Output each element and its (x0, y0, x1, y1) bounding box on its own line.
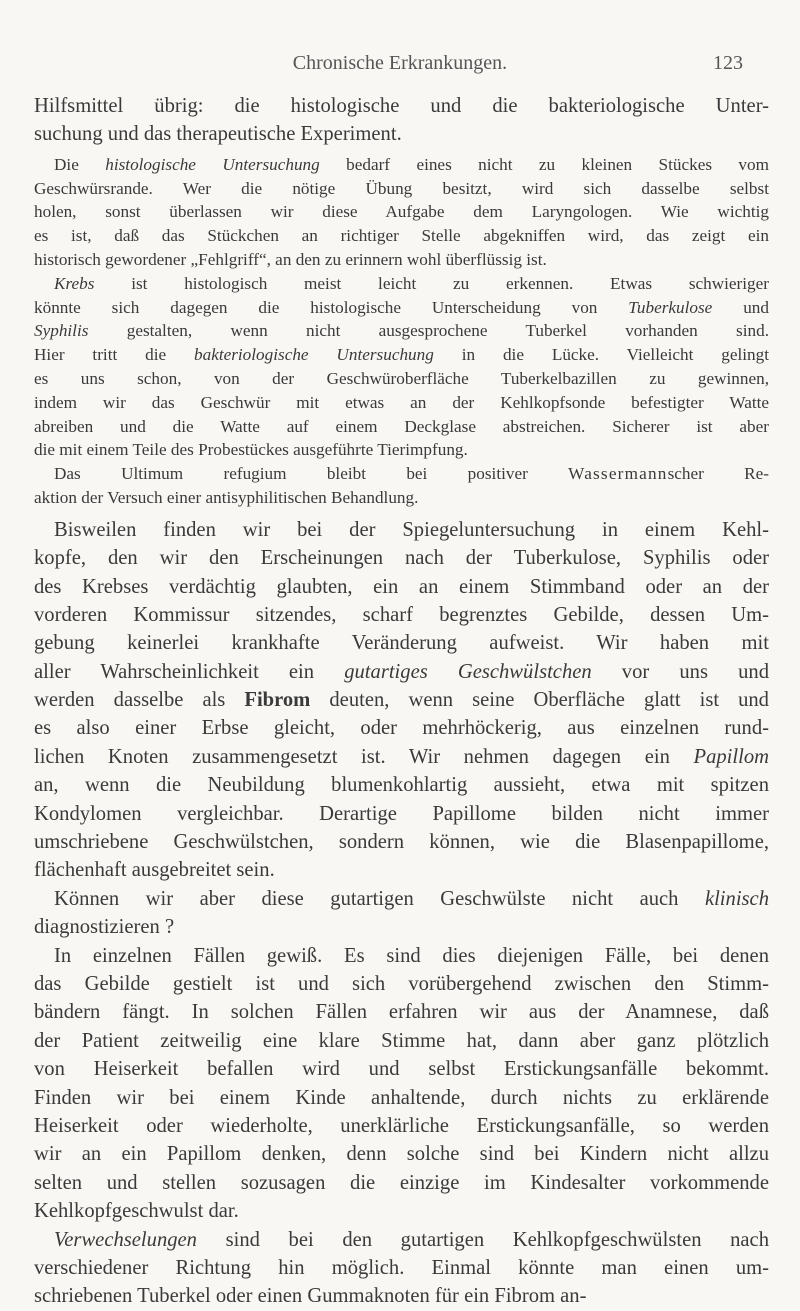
text-line (34, 343, 769, 367)
paragraph-block-1 (34, 92, 769, 149)
text-line: Kehlkopfgeschwulst dar. (34, 1200, 239, 1223)
text-run: vor uns und (591, 660, 770, 683)
text-run: scher Re- (667, 464, 769, 484)
italic-term: Syphilis (34, 321, 89, 341)
text-run: gestalten, wenn nicht ausgesprochene Tuberkel vorhanden sind. (88, 321, 769, 341)
text-run: Können wir aber diese gutartigen Geschwülste nicht auch (54, 887, 705, 910)
text-line: selten und stellen sozusagen die einzige im Kindesalter vorkommende (34, 1171, 769, 1194)
text-run: ist histologisch meist leicht zu erkennen. Etwas schwieriger (94, 273, 769, 293)
text-line: der Patient zeitweilig eine klare Stimme hat, dann aber ganz plötzlich (34, 1029, 769, 1052)
page-body (34, 92, 769, 1311)
text-line: Kondylomen vergleichbar. Derartige Papillome bilden nicht immer (34, 802, 769, 825)
text-line: Geschwürsrande. Wer die nötige Übung besitzt, wird sich dasselbe selbst (34, 178, 769, 198)
text-run: deuten, wenn seine Oberfläche glatt ist und (310, 689, 769, 712)
bold-term: Fibrom (244, 689, 311, 712)
italic-term: gutartiges Geschwülstchen (344, 660, 592, 683)
paragraph-block-3 (34, 516, 769, 1311)
text-line (34, 1226, 769, 1254)
text-line: vorderen Kommissur sitzendes, scharf begrenztes Gebilde, dessen Um- (34, 603, 769, 626)
text-line: es uns schon, von der Geschwüroberfläche Tuberkelbazillen zu gewinnen, (34, 368, 769, 388)
italic-term: Tuberkulose (628, 297, 713, 317)
text-line: In einzelnen Fällen gewiß. Es sind dies diejenigen Fälle, bei denen (54, 944, 769, 967)
text-line: es also einer Erbse gleicht, oder mehrhöckerig, aus einzelnen rund- (34, 717, 769, 740)
text-line: indem wir das Geschwür mit etwas an der Kehlkopfsonde befestigter Watte (34, 392, 769, 412)
text-run: Das Ultimum refugium bleibt bei positiver (54, 464, 569, 484)
italic-term: bakteriologische Untersuchung (194, 345, 434, 365)
text-line: schriebenen Tuberkel oder einen Gummaknoten für ein Fibrom an- (34, 1285, 587, 1308)
text-line: die mit einem Teile des Probestückes ausgeführte Tierimpfung. (34, 440, 468, 460)
text-line (34, 885, 769, 913)
text-line: diagnostizieren ? (34, 916, 175, 939)
text-run: Die (54, 154, 106, 174)
italic-term: klinisch (704, 887, 769, 910)
text-run: sind bei den gutartigen Kehlkopfgeschwülsten nach (196, 1228, 769, 1251)
text-line: aktion der Versuch einer antisyphilitischen Behandlung. (34, 487, 419, 507)
text-run: aller Wahrscheinlichkeit ein (34, 660, 345, 683)
running-title: Chronische Erkrankungen. (292, 52, 508, 74)
text-line (34, 319, 769, 343)
italic-term: Verwechselungen (54, 1228, 197, 1251)
text-line: es ist, daß das Stückchen an richtiger Stelle abgekniffen wird, das zeigt ein (34, 226, 769, 246)
text-line: verschiedener Richtung hin möglich. Einmal könnte man einen um- (34, 1256, 769, 1279)
text-line: Heiserkeit oder wiederholte, unerklärliche Erstickungsanfälle, so werden (34, 1114, 769, 1137)
text-run: werden dasselbe als (34, 689, 245, 712)
italic-term: histologische Untersuchung (105, 154, 320, 174)
text-run: Hier tritt die (34, 345, 194, 365)
text-line: umschriebene Geschwülstchen, sondern können, wie die Blasenpapillome, (34, 831, 769, 854)
text-line: abreiben und die Watte auf einem Deckglase abstreichen. Sicherer ist aber (34, 416, 769, 436)
text-line: flächenhaft ausgebreitet sein. (34, 859, 275, 882)
text-line: bändern fängt. In solchen Fällen erfahren wir aus der Anamnese, daß (34, 1001, 769, 1024)
page-number: 123 (713, 52, 743, 74)
text-line (34, 272, 769, 296)
text-run: lichen Knoten zusammengesetzt ist. Wir nehmen dagegen ein (34, 745, 694, 768)
text-line (34, 153, 769, 177)
text-line: Bisweilen finden wir bei der Spiegeluntersuchung in einem Kehl- (54, 518, 769, 541)
running-header (0, 52, 800, 78)
text-line: an, wenn die Neubildung blumenkohlartig aussieht, etwa mit spitzen (34, 774, 769, 797)
text-line: holen, sonst überlassen wir diese Aufgabe dem Laryngologen. Wie wichtig (34, 202, 769, 222)
italic-term: Papillom (693, 745, 769, 768)
text-line: des Krebses verdächtig glaubten, ein an einem Stimmband oder an der (34, 575, 769, 598)
spaced-name: Wassermann (568, 464, 668, 484)
text-line (34, 686, 769, 714)
text-run: bedarf eines nicht zu kleinen Stückes vom (319, 154, 769, 174)
text-line: Hilfsmittel übrig: die histologische und die bakteriologische Unter- (34, 95, 769, 117)
text-run: in die Lücke. Vielleicht gelingt (433, 345, 769, 365)
text-line (34, 743, 769, 771)
text-run: könnte sich dagegen die histologische Unterscheidung von (34, 297, 629, 317)
italic-term: Krebs (54, 273, 95, 293)
text-line (34, 462, 769, 486)
text-line: Finden wir bei einem Kinde anhaltende, durch nichts zu erklärende (34, 1086, 769, 1109)
text-line: wir an ein Papillom denken, denn solche sind bei Kindern nicht allzu (34, 1143, 769, 1166)
text-run: und (712, 297, 769, 317)
paragraph-block-2 (34, 153, 769, 510)
text-line (34, 658, 769, 686)
text-line: das Gebilde gestielt ist und sich vorübergehend zwischen den Stimm- (34, 972, 769, 995)
text-line: kopfe, den wir den Erscheinungen nach der Tuberkulose, Syphilis oder (34, 547, 769, 570)
text-line: von Heiserkeit befallen wird und selbst Erstickungsanfälle bekommt. (34, 1058, 769, 1081)
text-line: historisch gewordener „Fehlgriff“, an den zu erinnern wohl überflüssig ist. (34, 249, 547, 269)
text-line: suchung und das therapeutische Experiment. (34, 123, 402, 146)
text-line (34, 296, 769, 320)
text-line: gebung keinerlei krankhafte Veränderung aufweist. Wir haben mit (34, 632, 769, 655)
